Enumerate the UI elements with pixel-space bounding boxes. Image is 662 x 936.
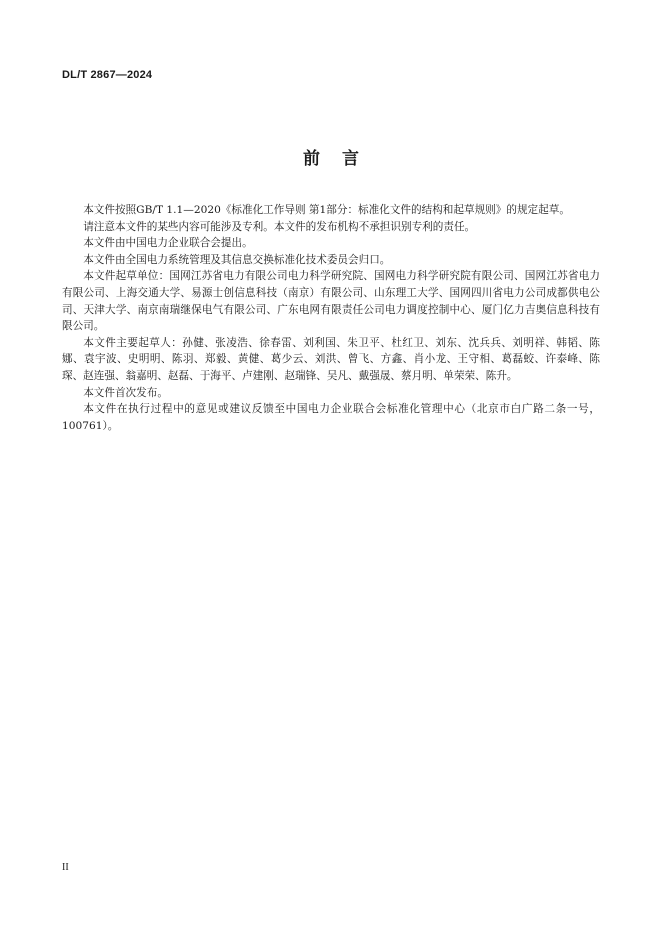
paragraph-proposer: 本文件由中国电力企业联合会提出。 [83,237,253,250]
page-number: II [62,862,69,873]
foreword-body [62,202,600,434]
paragraph-main-drafters: 本文件主要起草人：孙健、张凌浩、徐春雷、刘利国、朱卫平、杜红卫、刘东、沈兵兵、刘明祥、韩韬、陈娜、袁宇波、史明明、陈羽、郑毅、黄健、葛少云、刘洪、曾飞、方鑫、肖小龙、王守相、葛磊蛟、许泰峰、陈琛、赵连强、翁嘉明、赵磊、于海平、卢建刚、赵瑞锋、吴凡、戴强晟、蔡月明、单荣荣、陈升。 [62,336,600,382]
page-title: 前言 [303,149,381,169]
paragraph-drafting-organizations: 本文件起草单位：国网江苏省电力有限公司电力科学研究院、国网电力科学研究院有限公司、国网江苏省电力有限公司、上海交通大学、易源士创信息科技（南京）有限公司、山东理工大学、国网四川省电力公司成都供电公司、天津大学、南京南瑞继保电气有限公司、广东电网有限责任公司电力调度控制中心、厦门亿力吉奥信息科技有限公司。 [62,270,600,333]
paragraph-drafting-rules: 本文件按照GB/T 1.1—2020《标准化工作导则 第1部分：标准化文件的结构和起草规则》的规定起草。 [83,204,570,216]
paragraph-first-issue: 本文件首次发布。 [83,386,168,399]
document-code: DL/T 2867—2024 [62,69,153,81]
paragraph-feedback-address: 本文件在执行过程中的意见或建议反馈至中国电力企业联合会标准化管理中心（北京市白广路二条一号，100761）。 [62,403,600,432]
paragraph-technical-committee: 本文件由全国电力系统管理及其信息交换标准化技术委员会归口。 [83,253,391,266]
paragraph-patent-notice: 请注意本文件的某些内容可能涉及专利。本文件的发布机构不承担识别专利的责任。 [83,220,476,233]
